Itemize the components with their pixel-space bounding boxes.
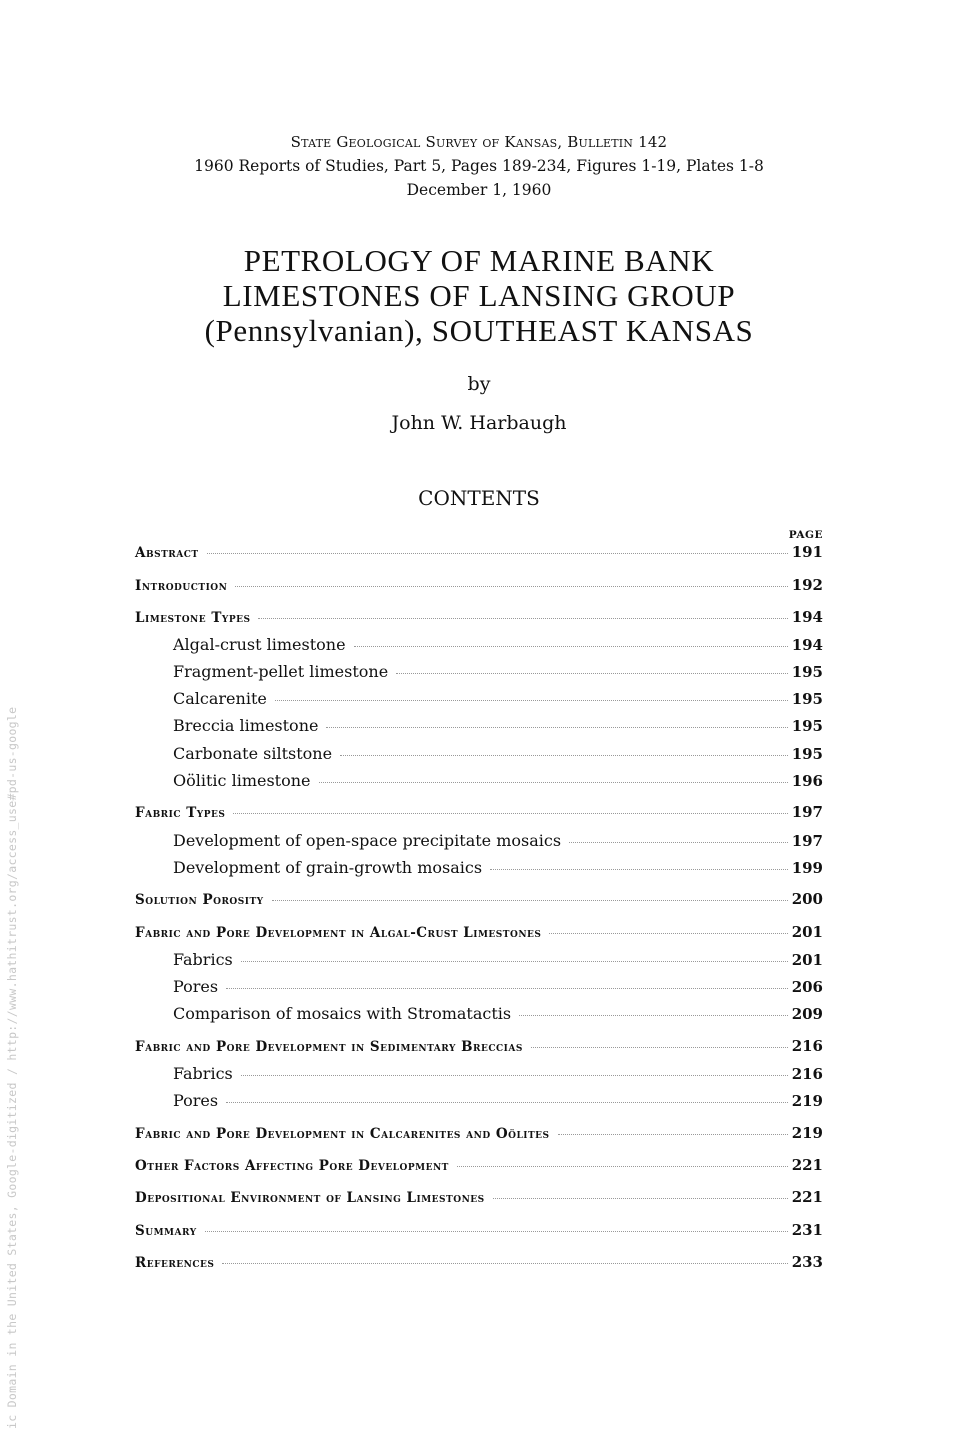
toc-entry: [135, 1188, 823, 1208]
toc-entry-label: Depositional Environment of Lansing Limestones: [135, 1190, 485, 1206]
dot-leader: [241, 1075, 788, 1076]
toc-entry-label: Pores: [173, 1091, 219, 1110]
toc-entry: [135, 1091, 823, 1111]
dot-leader: [226, 1102, 788, 1103]
author-name: John W. Harbaugh: [391, 412, 567, 434]
toc-entry-page: 233: [791, 1253, 823, 1271]
toc-entry-label: Abstract: [135, 545, 199, 561]
toc-entry: [135, 543, 823, 563]
toc-entry-label: Fabric Types: [135, 805, 226, 821]
toc-entry: [135, 771, 823, 791]
toc-entry-label: Fabric and Pore Development in Calcarenites and Oölites: [135, 1126, 550, 1142]
dot-leader: [205, 1231, 788, 1232]
toc-entry-label: Pores: [173, 977, 219, 996]
toc-entry-page: 194: [791, 608, 823, 626]
toc-entry-page: 197: [791, 803, 823, 821]
toc-entry-page: 221: [791, 1188, 823, 1206]
by-label: by: [467, 373, 491, 395]
toc-entry: [135, 803, 823, 823]
dot-leader: [396, 673, 788, 674]
toc-entry: [135, 635, 823, 655]
dot-leader: [519, 1015, 788, 1016]
toc-entry: [135, 1253, 823, 1273]
contents-heading: CONTENTS: [418, 486, 540, 510]
toc-entry: [135, 890, 823, 910]
toc-entry-label: Fabrics: [173, 1064, 233, 1083]
toc-entry-label: Fabrics: [173, 950, 233, 969]
dot-leader: [222, 1263, 787, 1264]
dot-leader: [457, 1166, 788, 1167]
toc-entry-label: Development of grain-growth mosaics: [173, 858, 483, 877]
dot-leader: [490, 869, 788, 870]
dot-leader: [558, 1134, 788, 1135]
dot-leader: [207, 553, 788, 554]
toc-entry-label: Fabric and Pore Development in Sedimentary Breccias: [135, 1039, 523, 1055]
toc-entry-label: Fragment-pellet limestone: [173, 662, 389, 681]
toc-entry-page: 200: [791, 890, 823, 908]
reports-line: 1960 Reports of Studies, Part 5, Pages 189-234, Figures 1-19, Plates 1-8: [194, 157, 764, 175]
toc-entry: [135, 1064, 823, 1084]
title-line-1: PETROLOGY OF MARINE BANK: [243, 243, 715, 278]
toc-entry-page: 216: [791, 1037, 823, 1055]
dot-leader: [275, 700, 788, 701]
toc-entry-page: 195: [791, 663, 823, 681]
toc-entry-label: Solution Porosity: [135, 892, 264, 908]
toc-entry: [135, 1156, 823, 1176]
toc-entry-label: Comparison of mosaics with Stromatactis: [173, 1004, 512, 1023]
toc-entry-label: Fabric and Pore Development in Algal-Crust Limestones: [135, 925, 542, 941]
toc-entry-label: Oölitic limestone: [173, 771, 311, 790]
toc-entry-page: 231: [791, 1221, 823, 1239]
toc-entry: [135, 950, 823, 970]
toc-entry: [135, 744, 823, 764]
toc-entry-page: 195: [791, 690, 823, 708]
title-line-3: (Pennsylvanian), SOUTHEAST KANSAS: [204, 313, 754, 348]
dot-leader: [354, 646, 788, 647]
toc-entry-label: Algal-crust limestone: [173, 635, 346, 654]
toc-entry-label: Breccia limestone: [173, 716, 319, 735]
toc-entry-label: Carbonate siltstone: [173, 744, 333, 763]
hathitrust-watermark: ic Domain in the United States, Google-digitized / http://www.hathitrust.org/access_use#pd-us-google: [5, 706, 19, 1429]
toc-entry-page: 209: [791, 1005, 823, 1023]
toc-entry-page: 199: [791, 859, 823, 877]
dot-leader: [272, 900, 788, 901]
toc-entry-page: 195: [791, 745, 823, 763]
toc-entry: [135, 576, 823, 596]
dot-leader: [235, 586, 787, 587]
toc-entry: [135, 1004, 823, 1024]
document-title: [0, 243, 958, 348]
dot-leader: [340, 755, 788, 756]
title-line-2: LIMESTONES OF LANSING GROUP: [222, 278, 736, 313]
dot-leader: [326, 727, 787, 728]
toc-entry-page: 192: [791, 576, 823, 594]
dot-leader: [233, 813, 787, 814]
toc-entry-page: 221: [791, 1156, 823, 1174]
toc-entry-label: Other Factors Affecting Pore Development: [135, 1158, 449, 1174]
toc-entry: [135, 923, 823, 943]
toc-entry-page: 201: [791, 923, 823, 941]
toc-entry-label: Development of open-space precipitate mosaics: [173, 831, 562, 850]
toc-entry: [135, 1124, 823, 1144]
dot-leader: [531, 1047, 788, 1048]
toc-entry-page: 194: [791, 636, 823, 654]
toc-entry: [135, 858, 823, 878]
dot-leader: [569, 842, 788, 843]
toc-entry: [135, 716, 823, 736]
toc-entry-page: 201: [791, 951, 823, 969]
toc-entry: [135, 1037, 823, 1057]
toc-entry: [135, 831, 823, 851]
toc-entry-page: 197: [791, 832, 823, 850]
toc-entry-page: 191: [791, 543, 823, 561]
toc-entry: [135, 689, 823, 709]
toc-entry-label: Introduction: [135, 578, 228, 594]
dot-leader: [226, 988, 788, 989]
toc-entry-page: 206: [791, 978, 823, 996]
toc-entry-page: 219: [791, 1124, 823, 1142]
toc-entry-label: References: [135, 1255, 215, 1271]
toc-entry: [135, 662, 823, 682]
dot-leader: [319, 782, 788, 783]
toc-entry-page: 216: [791, 1065, 823, 1083]
dot-leader: [549, 933, 787, 934]
toc-entry-page: 219: [791, 1092, 823, 1110]
toc-entry: [135, 608, 823, 628]
toc-entry: [135, 1221, 823, 1241]
page-column-label: PAGE: [788, 529, 823, 541]
dot-leader: [493, 1198, 788, 1199]
dot-leader: [258, 618, 787, 619]
publication-date: December 1, 1960: [406, 181, 552, 199]
bulletin-series-line: State Geological Survey of Kansas, Bulletin 142: [290, 133, 668, 151]
toc-entry-page: 195: [791, 717, 823, 735]
toc-entry-label: Summary: [135, 1223, 197, 1239]
toc-entry-label: Calcarenite: [173, 689, 267, 708]
toc-entry: [135, 977, 823, 997]
dot-leader: [241, 961, 788, 962]
toc-entry-page: 196: [791, 772, 823, 790]
toc-entry-label: Limestone Types: [135, 610, 251, 626]
